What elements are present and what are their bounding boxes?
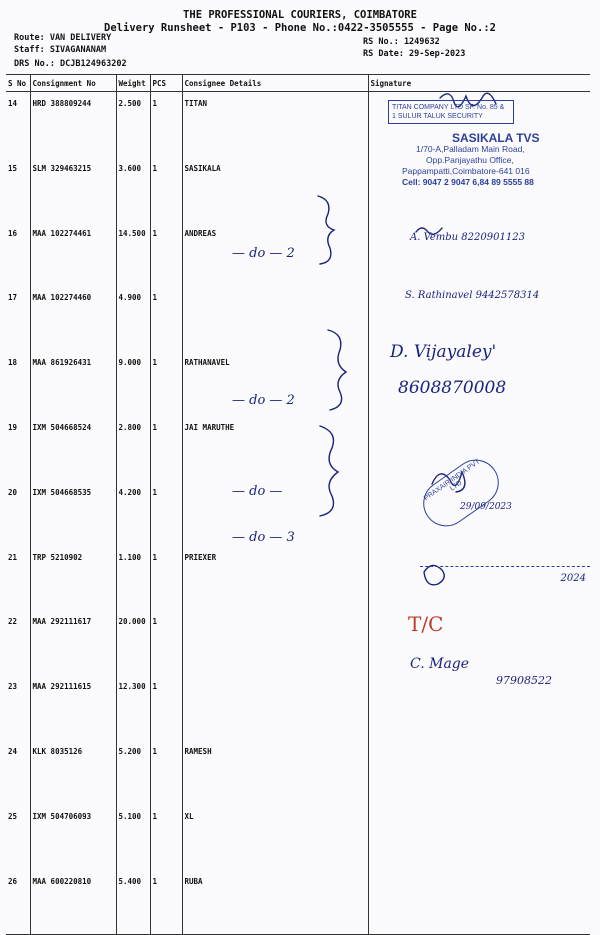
col-header-signature: Signature: [368, 75, 590, 92]
signature-row-18: S. Rathinavel 9442578314: [405, 290, 540, 301]
sno-cell: 16: [8, 228, 18, 238]
consignee-cell: PRIEXER: [182, 546, 368, 611]
runsheet-subtitle: Delivery Runsheet - P103 - Phone No.:0422-3505555 - Page No.:2: [104, 22, 496, 34]
weight-cell: 2.800: [116, 416, 150, 481]
col-header-sno: S No: [6, 75, 30, 92]
pcs-cell: 1: [150, 351, 182, 416]
sno-cell: 20: [8, 487, 18, 497]
rs-date: RS Date: 29-Sep-2023: [363, 49, 466, 59]
sno-cell: 15: [8, 163, 18, 173]
consignee-cell: RUBA: [182, 870, 368, 935]
consignee-cell: [182, 286, 368, 351]
consignee-cell: [182, 610, 368, 675]
table-row: [6, 546, 590, 611]
pcs-cell: 1: [150, 740, 182, 805]
table-row: [6, 416, 590, 481]
signature-row-17: A. Vembu 8220901123: [410, 232, 525, 243]
table-row: [6, 805, 590, 870]
consignee-cell: [182, 481, 368, 546]
weight-cell: 14.500: [116, 222, 150, 287]
consignee-cell: [182, 675, 368, 740]
signature-cell: [368, 675, 590, 740]
signature-row-25: T/C: [408, 612, 444, 636]
signature-cell: [368, 740, 590, 805]
sno-cell: 26: [6, 870, 30, 935]
consignment-no-cell: SLM 329463215: [30, 157, 116, 222]
weight-cell: 12.300: [116, 675, 150, 740]
sno-cell: 14: [8, 99, 18, 108]
drs-number: DRS No.: DCJB124963202: [14, 59, 127, 69]
weight-cell: 5.100: [116, 805, 150, 870]
col-header-consignee: Consignee Details: [182, 75, 368, 92]
consignment-no-cell: IXM 504668535: [30, 481, 116, 546]
praxair-seal-text: PRAXAIR INDIA PVT LTD: [422, 458, 482, 503]
ditto-row-22: — do —: [232, 484, 283, 499]
sasikala-stamp-cell: Cell: 9047 2 9047 6,84 89 5555 88: [402, 177, 534, 187]
consignee-cell: XL: [182, 805, 368, 870]
sno-cell: 18: [8, 358, 18, 368]
sno-cell: 25: [8, 811, 18, 821]
pcs-cell: 1: [150, 286, 182, 351]
signature-cell: [368, 546, 590, 611]
table-row: [6, 870, 590, 935]
consignee-cell: RATHANAVEL: [182, 351, 368, 416]
pcs-cell: 1: [150, 546, 182, 611]
table-row: [6, 222, 590, 287]
titan-stamp-text: TITAN COMPANY LTD SF. No. 85 & 1 SULUR TALUK SECURITY: [392, 104, 505, 120]
signature-row-26-phone: 97908522: [496, 674, 552, 687]
consignment-no-cell: MAA 861926431: [30, 351, 116, 416]
praxair-date: 29/09/2023: [460, 502, 512, 512]
runsheet-table: [6, 74, 590, 935]
consignment-no-cell: MAA 102274460: [30, 286, 116, 351]
consignee-cell: JAI MARUTHE: [182, 416, 368, 481]
table-header-row: [6, 75, 590, 92]
signature-cell: [368, 92, 590, 157]
pcs-cell: 1: [150, 675, 182, 740]
consignment-no-cell: MAA 600220810: [30, 870, 116, 935]
consignee-cell: ANDREAS: [182, 222, 368, 287]
weight-cell: 4.200: [116, 481, 150, 546]
pcs-cell: 1: [150, 870, 182, 935]
sasikala-stamp-line2: Opp.Panjayathu Office,: [426, 155, 514, 165]
sno-cell: 23: [8, 682, 18, 692]
signature-cell: [368, 805, 590, 870]
consignment-no-cell: MAA 292111615: [30, 675, 116, 740]
consignee-cell: SASIKALA: [182, 157, 368, 222]
consignment-no-cell: MAA 102274461: [30, 222, 116, 287]
signature-cell: [368, 286, 590, 351]
sno-cell: 24: [8, 746, 18, 756]
signature-cell: [368, 157, 590, 222]
col-header-weight: Weight: [116, 75, 150, 92]
consignment-no-cell: MAA 292111617: [30, 610, 116, 675]
weight-cell: 1.100: [116, 546, 150, 611]
consignee-cell: RAMESH: [182, 740, 368, 805]
sno-cell: 19: [8, 422, 18, 432]
table-row: [6, 92, 590, 157]
pcs-cell: 1: [150, 610, 182, 675]
ditto-row-20: — do — 2: [232, 393, 295, 408]
sasikala-stamp-line3: Pappampatti,Coimbatore-641 016: [402, 166, 530, 176]
table-row: [6, 351, 590, 416]
pcs-cell: 1: [150, 481, 182, 546]
table-row: [6, 157, 590, 222]
table-row: [6, 610, 590, 675]
signature-row-20: 8608870008: [398, 378, 507, 398]
weight-cell: 2.500: [116, 92, 150, 157]
ramesh-stamp-date: 2024: [560, 573, 586, 584]
pcs-cell: 1: [150, 157, 182, 222]
col-header-consignment: Consignment No: [30, 75, 116, 92]
weight-cell: 9.000: [116, 351, 150, 416]
consignment-no-cell: IXM 504668524: [30, 416, 116, 481]
route-label: Route: VAN DELIVERY: [14, 33, 112, 43]
col-header-pcs: PCS: [150, 75, 182, 92]
weight-cell: 4.900: [116, 286, 150, 351]
table-row: [6, 481, 590, 546]
company-title: THE PROFESSIONAL COURIERS, COIMBATORE: [183, 9, 417, 21]
ditto-row-17: — do — 2: [232, 246, 295, 261]
signature-cell: [368, 870, 590, 935]
signature-cell: [368, 610, 590, 675]
staff-label: Staff: SIVAGANANAM: [14, 45, 107, 55]
signature-row-19: D. Vijayaley': [390, 342, 497, 362]
consignment-no-cell: HRD 388809244: [30, 92, 116, 157]
pcs-cell: 1: [150, 805, 182, 870]
sno-cell: 21: [8, 552, 18, 562]
ditto-row-23: — do — 3: [232, 530, 295, 545]
table-row: [6, 740, 590, 805]
signature-cell: [368, 351, 590, 416]
consignment-no-cell: IXM 504706093: [30, 805, 116, 870]
sno-cell: 17: [8, 293, 18, 303]
pcs-cell: 1: [150, 222, 182, 287]
sno-cell: 22: [8, 617, 18, 627]
table-row: [6, 675, 590, 740]
weight-cell: 3.600: [116, 157, 150, 222]
weight-cell: 20.000: [116, 610, 150, 675]
signature-row-26-name: C. Mage: [410, 656, 470, 672]
weight-cell: 5.400: [116, 870, 150, 935]
consignment-no-cell: KLK 8035126: [30, 740, 116, 805]
consignee-cell: TITAN: [182, 92, 368, 157]
signature-cell: [368, 416, 590, 481]
rs-number: RS No.: 1249632: [363, 37, 440, 47]
weight-cell: 5.200: [116, 740, 150, 805]
pcs-cell: 1: [150, 92, 182, 157]
sasikala-stamp-name: SASIKALA TVS: [452, 131, 540, 145]
sasikala-stamp-line1: 1/70-A,Palladam Main Road,: [416, 144, 525, 154]
pcs-cell: 1: [150, 416, 182, 481]
signature-cell: [368, 222, 590, 287]
signature-cell: [368, 481, 590, 546]
consignment-no-cell: TRP 5210902: [30, 546, 116, 611]
table-row: [6, 286, 590, 351]
